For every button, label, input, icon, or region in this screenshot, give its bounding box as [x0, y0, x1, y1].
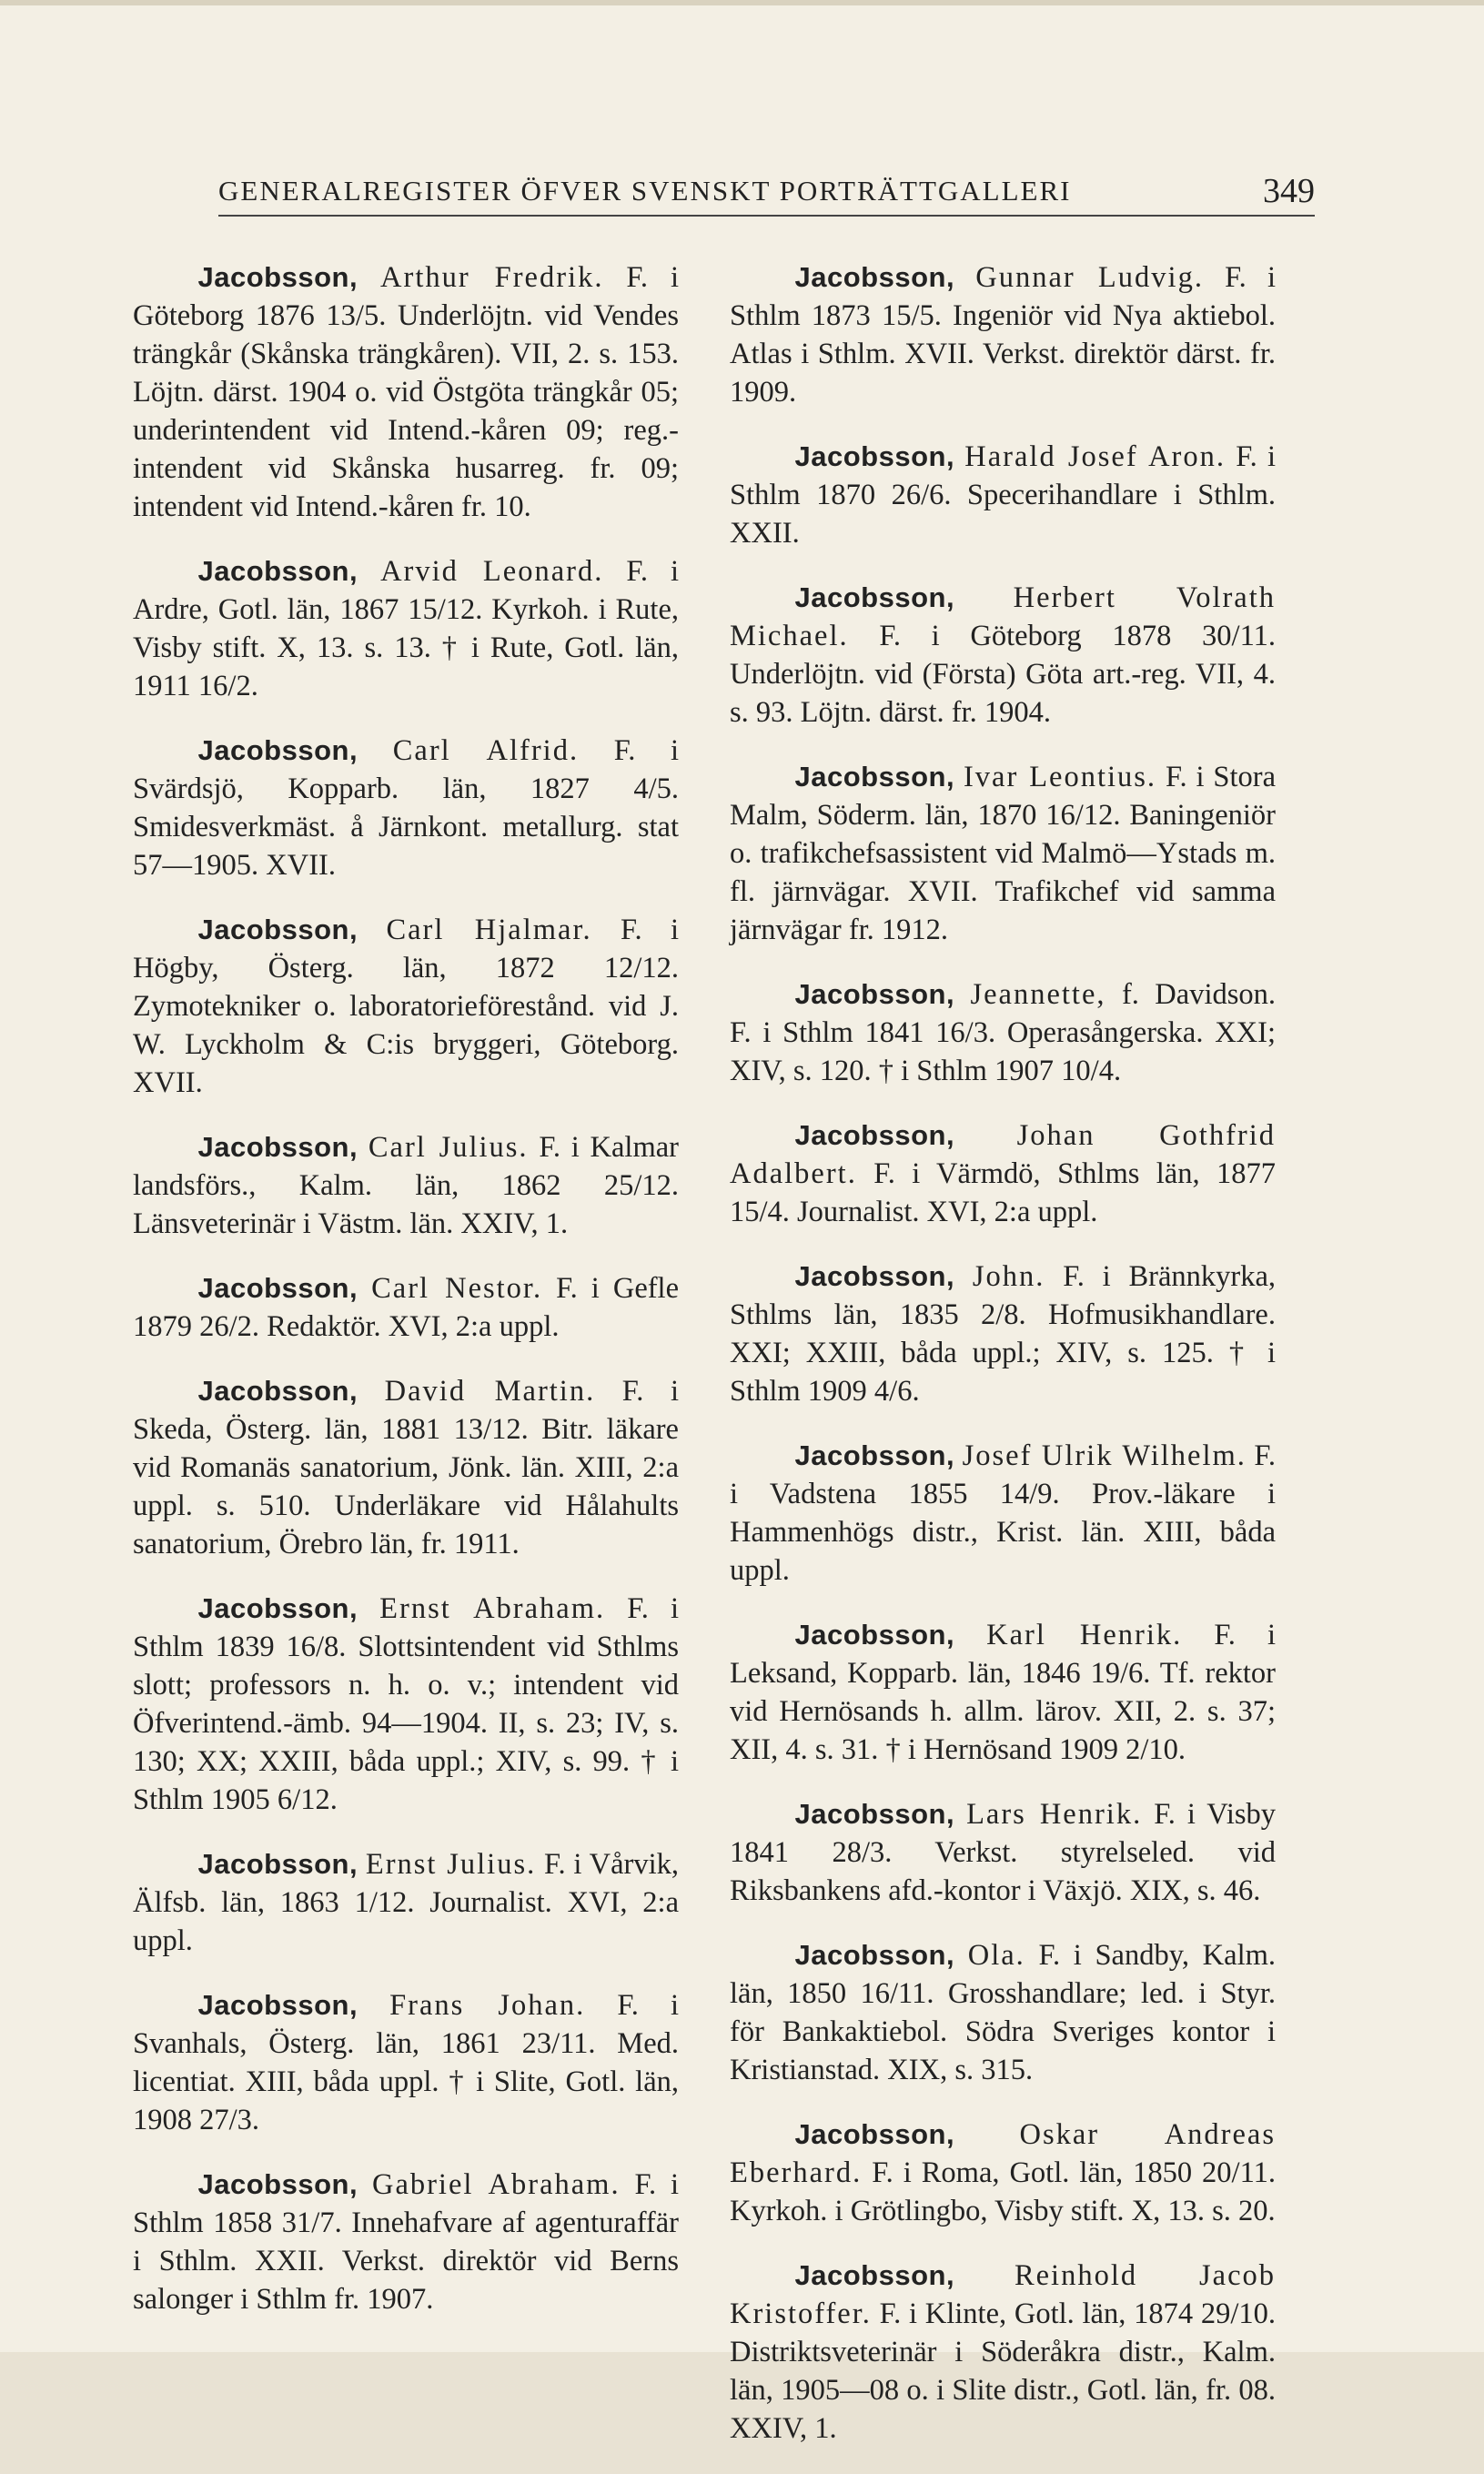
register-entry — [730, 758, 1276, 949]
entry-text: F. i Göteborg 1876 13/5. Underlöjtn. vid Vendes trängkår (Skånska trängkåren). VII, 2. s. 153. Löjtn. därst. 1904 o. vid Östgöta trängkår 05; underintendent vid Intend.-kåren 09; reg.-intendent vid Skånska husarreg. fr. 09; intendent vid Intend.-kåren fr. 10. — [133, 261, 680, 523]
entry-surname: Jacobsson, — [794, 2259, 955, 2291]
entry-text: F. i Kalmar landsförs., Kalm. län, 1862 25/12. Länsveterinär i Västm. län. XXIV, 1. — [133, 1131, 679, 1240]
register-entry — [730, 2257, 1276, 2448]
entry-surname: Jacobsson, — [197, 2168, 358, 2200]
register-entry — [133, 1269, 679, 1346]
entry-surname: Jacobsson, — [794, 440, 955, 472]
entry-given-names: Ola. — [967, 1939, 1025, 1972]
register-entry — [730, 438, 1276, 552]
entry-given-names: Ernst Julius. — [365, 1848, 537, 1881]
entry-given-names: Carl Nestor. — [371, 1272, 543, 1305]
register-entry — [730, 1116, 1276, 1231]
entry-text: F. i Ardre, Gotl. län, 1867 15/12. Kyrkoh. i Rute, Visby stift. X, 13. s. 13. † i Rute, Gotl. län, 1911 16/2. — [133, 555, 679, 702]
register-entry — [133, 911, 679, 1102]
register-entry — [730, 1616, 1276, 1769]
header-rule — [218, 215, 1315, 217]
entry-text: F. i Vadstena 1855 14/9. Prov.-läkare i Hammenhögs distr., Krist. län. XIII, båda uppl. — [730, 1439, 1277, 1587]
entry-text: F. i Svanhals, Österg. län, 1861 23/11. Med. licentiat. XIII, båda uppl. † i Slite, Gotl. län, 1908 27/3. — [133, 1989, 679, 2136]
entry-given-names: Arvid Leonard. — [380, 555, 604, 588]
register-entry — [133, 2166, 679, 2318]
entry-given-names: Gunnar Ludvig. — [975, 261, 1204, 294]
register-entry — [133, 1590, 679, 1819]
entry-given-names: Carl Julius. — [368, 1131, 529, 1164]
register-entry — [730, 1257, 1276, 1410]
entry-text: F. i Skeda, Österg. län, 1881 13/12. Bitr. läkare vid Romanäs sanatorium, Jönk. län. XIII, 2:a uppl. s. 510. Underläkare vid Hålahults sanatorium, Örebro län, fr. 1911. — [133, 1375, 679, 1560]
entry-surname: Jacobsson, — [197, 1989, 358, 2021]
register-entry — [133, 1986, 679, 2139]
left-column — [133, 258, 679, 2345]
page-edge — [0, 0, 1484, 5]
entry-text: F. i Sthlm 1873 15/5. Ingeniör vid Nya aktiebol. Atlas i Sthlm. XVII. Verkst. direktör därst. fr. 1909. — [730, 261, 1276, 409]
entry-given-names: Harald Josef Aron. — [964, 440, 1226, 473]
page-number: 349 — [1263, 172, 1315, 210]
entry-text: F. i Sthlm 1839 16/8. Slottsintendent vid Sthlms slott; professors n. h. o. v.; intendent vid Öfverintend.-ämb. 94—1904. II, s. 23; IV, s. 130; XX; XXIII, båda uppl.; XIV, s. 99. † i Sthlm 1905 6/12. — [133, 1592, 679, 1816]
entry-surname: Jacobsson, — [794, 1798, 955, 1830]
entry-surname: Jacobsson, — [197, 914, 358, 945]
register-entry — [133, 1845, 679, 1960]
entry-given-names: Herbert Volrath Michael. — [730, 581, 1276, 652]
entry-surname: Jacobsson, — [794, 1439, 955, 1471]
entry-text: F. i Värmdö, Sthlms län, 1877 15/4. Journalist. XVI, 2:a uppl. — [730, 1157, 1277, 1228]
entry-text: F. i Brännkyrka, Sthlms län, 1835 2/8. Hofmusikhandlare. XXI; XXIII, båda uppl.; XIV, s. 125. † i Sthlm 1909 4/6. — [730, 1260, 1277, 1408]
entry-surname: Jacobsson, — [197, 555, 358, 587]
entry-text: F. i Svärdsjö, Kopparb. län, 1827 4/5. Smidesverkmäst. å Järnkont. metallurg. stat 57—1905. XVII. — [133, 734, 680, 882]
entry-surname: Jacobsson, — [197, 1272, 358, 1304]
entry-text: F. i Sthlm 1870 26/6. Specerihandlare i Sthlm. XXII. — [730, 440, 1277, 550]
entry-given-names: Karl Henrik. — [986, 1619, 1183, 1651]
register-entry — [133, 732, 679, 884]
entry-text: F. i Högby, Österg. län, 1872 12/12. Zymotekniker o. laboratorieförestånd. vid J. W. Lyckholm & C:is bryggeri, Göteborg. XVII. — [133, 914, 680, 1099]
entry-surname: Jacobsson, — [794, 761, 955, 793]
entry-text: F. i Vårvik, Älfsb. län, 1863 1/12. Journalist. XVI, 2:a uppl. — [133, 1848, 680, 1957]
entry-text: F. i Stora Malm, Söderm. län, 1870 16/12. Baningeniör o. trafikchefsassistent vid Malmö—Ystads m. fl. järnvägar. XVII. Trafikchef vid samma järnvägar fr. 1912. — [730, 761, 1277, 946]
entry-given-names: Lars Henrik. — [966, 1798, 1143, 1831]
entry-surname: Jacobsson, — [197, 1375, 358, 1407]
register-entry — [133, 1372, 679, 1563]
entry-given-names: Frans Johan. — [389, 1989, 586, 2022]
entry-surname: Jacobsson, — [794, 581, 955, 613]
right-column — [730, 258, 1276, 2474]
register-entry — [133, 1128, 679, 1243]
register-entry — [730, 579, 1276, 732]
running-header — [218, 171, 1315, 217]
header-title: GENERALREGISTER ÖFVER SVENSKT PORTRÄTTGALLERI — [218, 175, 1072, 207]
entry-given-names: Gabriel Abraham. — [371, 2168, 621, 2201]
entry-surname: Jacobsson, — [794, 261, 955, 293]
entry-surname: Jacobsson, — [794, 1619, 955, 1651]
entry-surname: Jacobsson, — [794, 1939, 955, 1971]
entry-surname: Jacobsson, — [794, 2118, 955, 2150]
entry-surname: Jacobsson, — [197, 1848, 358, 1880]
entry-text: f. Davidson. F. i Sthlm 1841 16/3. Operasångerska. XXI; XIV, s. 120. † i Sthlm 1907 10/4. — [730, 978, 1277, 1087]
register-entry — [133, 552, 679, 705]
register-entry — [133, 258, 679, 526]
entry-text: F. i Sandby, Kalm. län, 1850 16/11. Grosshandlare; led. i Styr. för Bankaktiebol. Södra Sveriges kontor i Kristianstad. XIX, s. 315. — [730, 1939, 1277, 2086]
entry-given-names: John. — [972, 1260, 1045, 1293]
entry-given-names: Josef Ulrik Wilhelm. — [962, 1439, 1247, 1472]
register-entry — [730, 2116, 1276, 2230]
entry-text: F. i Gefle 1879 26/2. Redaktör. XVI, 2:a uppl. — [133, 1272, 680, 1343]
register-entry — [730, 1795, 1276, 1910]
entry-text: F. i Göteborg 1878 30/11. Underlöjtn. vid (Första) Göta art.-reg. VII, 4. s. 93. Löjtn. därst. fr. 1904. — [730, 620, 1276, 729]
entry-given-names: Oskar Andreas Eberhard. — [730, 2118, 1276, 2189]
entry-given-names: Ivar Leontius. — [963, 761, 1157, 793]
entry-text: F. i Visby 1841 28/3. Verkst. styrelseled. vid Riksbankens afd.-kontor i Växjö. XIX, s. 46. — [730, 1798, 1276, 1907]
entry-text: F. i Sthlm 1858 31/7. Innehafvare af agenturaffär i Sthlm. XXII. Verkst. direktör vid Berns salonger i Sthlm fr. 1907. — [133, 2168, 680, 2316]
entry-given-names: Johan Gothfrid Adalbert. — [730, 1119, 1276, 1190]
entry-given-names: David Martin. — [384, 1375, 596, 1408]
entry-given-names: Ernst Abraham. — [379, 1592, 606, 1625]
entry-given-names: Reinhold Jacob Kristoffer. — [730, 2259, 1276, 2330]
entry-text: F. i Roma, Gotl. län, 1850 20/11. Kyrkoh. i Grötlingbo, Visby stift. X, 13. s. 20. — [730, 2156, 1277, 2227]
entry-given-names: Jeannette, — [970, 978, 1106, 1011]
entry-text: F. i Klinte, Gotl. län, 1874 29/10. Distriktsveterinär i Söderåkra distr., Kalm. län, 1905—08 o. i Slite distr., Gotl. län, fr. 08. XXIV, 1. — [730, 2297, 1277, 2445]
entry-given-names: Arthur Fredrik. — [380, 261, 604, 294]
entry-surname: Jacobsson, — [794, 1260, 955, 1292]
entry-given-names: Carl Hjalmar. — [386, 914, 592, 946]
entry-surname: Jacobsson, — [794, 978, 955, 1010]
entry-surname: Jacobsson, — [197, 1131, 358, 1163]
entry-surname: Jacobsson, — [197, 734, 358, 766]
entry-surname: Jacobsson, — [197, 261, 358, 293]
entry-text: F. i Leksand, Kopparb. län, 1846 19/6. Tf. rektor vid Hernösands h. allm. lärov. XII, 2. s. 37; XII, 4. s. 31. † i Hernösand 1909 2/10. — [730, 1619, 1276, 1766]
register-entry — [730, 975, 1276, 1090]
register-entry — [730, 258, 1276, 411]
entry-surname: Jacobsson, — [794, 1119, 955, 1151]
entry-given-names: Carl Alfrid. — [392, 734, 580, 767]
register-entry — [730, 1437, 1276, 1590]
register-entry — [730, 1936, 1276, 2089]
entry-surname: Jacobsson, — [197, 1592, 358, 1624]
